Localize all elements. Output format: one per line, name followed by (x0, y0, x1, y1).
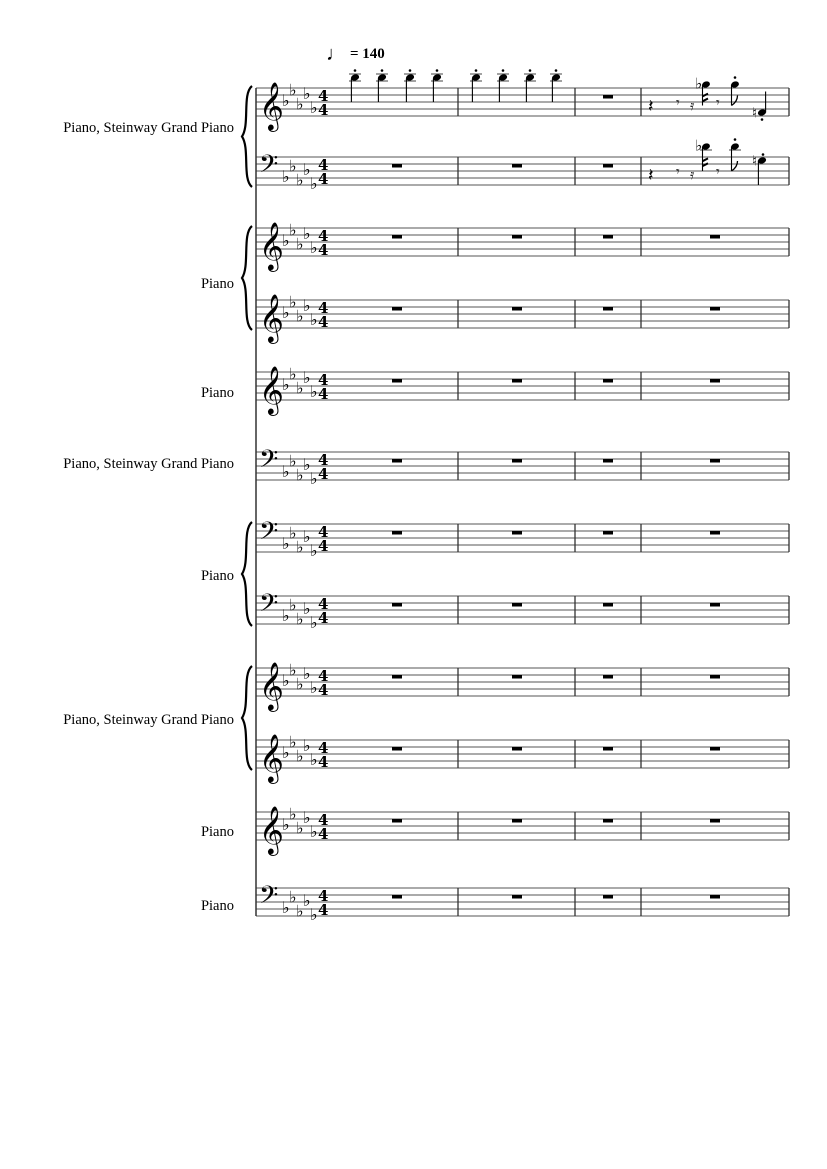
flat-icon: ♭ (310, 98, 318, 117)
flat-icon: ♭ (289, 292, 297, 312)
flat-icon: ♭ (289, 523, 297, 543)
flat-icon: ♭ (303, 84, 311, 103)
staccato-dot (502, 69, 505, 72)
whole-rest (603, 819, 613, 823)
flat-icon: ♭ (282, 231, 290, 250)
flat-icon: ♭ (303, 455, 311, 474)
whole-rest (710, 819, 720, 823)
whole-rest (603, 459, 613, 463)
flat-icon: ♭ (303, 224, 311, 243)
bass-clef-icon: 𝄢 (259, 150, 279, 185)
staccato-dot (354, 69, 357, 72)
time-signature-denominator: 4 (318, 385, 329, 403)
beam-flag (703, 94, 709, 97)
flat-icon: ♭ (296, 94, 304, 114)
flat-icon: ♭ (296, 746, 304, 766)
flat-icon: ♭ (303, 736, 311, 755)
whole-rest (710, 531, 720, 535)
whole-rest (392, 603, 402, 607)
staccato-dot (555, 69, 558, 72)
sixteenth-rest-icon: 𝄿 (690, 167, 695, 183)
beam-flag (703, 158, 709, 161)
eighth-rest-icon: 𝄾 (716, 164, 720, 180)
flat-icon: ♭ (310, 174, 318, 193)
eighth-rest-icon: 𝄾 (676, 95, 680, 111)
beam-flag (703, 99, 709, 102)
whole-rest (512, 531, 522, 535)
whole-rest (710, 895, 720, 899)
instrument-label: Piano (200, 824, 234, 840)
flat-icon: ♭ (289, 804, 297, 824)
flat-icon: ♭ (296, 170, 304, 190)
time-signature-numerator: 4 (318, 887, 329, 905)
instrument-label: Piano, Steinway Grand Piano (63, 120, 234, 136)
flat-icon: ♭ (310, 750, 318, 769)
whole-rest (710, 459, 720, 463)
flat-icon: ♭ (282, 815, 290, 834)
time-signature-denominator: 4 (318, 313, 329, 331)
whole-rest (603, 675, 613, 679)
staccato-dot (409, 69, 412, 72)
whole-rest (603, 603, 613, 607)
flat-icon: ♭ (289, 156, 297, 176)
staccato-dot (475, 69, 478, 72)
treble-clef-icon: 𝄞 (259, 293, 284, 342)
treble-clef-icon: 𝄞 (259, 805, 284, 854)
tempo-text: = 140 (350, 45, 385, 62)
treble-clef-icon: 𝄞 (259, 661, 284, 710)
flat-icon: ♭ (296, 465, 304, 485)
whole-rest (512, 459, 522, 463)
whole-rest (710, 603, 720, 607)
bass-clef-icon: 𝄢 (259, 445, 279, 480)
flat-icon: ♭ (289, 220, 297, 240)
time-signature-denominator: 4 (318, 753, 329, 771)
treble-clef-icon: 𝄞 (259, 81, 284, 130)
time-signature-numerator: 4 (318, 595, 329, 613)
time-signature-numerator: 4 (318, 87, 329, 105)
whole-rest (603, 307, 613, 311)
time-signature-denominator: 4 (318, 465, 329, 483)
treble-clef-icon: 𝄞 (259, 733, 284, 782)
flat-icon: ♭ (310, 469, 318, 488)
flat-icon: ♭ (282, 462, 290, 481)
flat-icon: ♭ (310, 822, 318, 841)
brace (242, 666, 252, 770)
time-signature-denominator: 4 (318, 537, 329, 555)
whole-rest (603, 379, 613, 383)
flat-icon: ♭ (289, 364, 297, 384)
flat-icon: ♭ (303, 160, 311, 179)
time-signature-denominator: 4 (318, 101, 329, 119)
whole-rest (392, 531, 402, 535)
whole-rest (603, 164, 613, 168)
flat-icon: ♭ (695, 74, 703, 93)
brace (242, 522, 252, 626)
whole-rest (710, 747, 720, 751)
flat-icon: ♭ (296, 234, 304, 254)
flat-icon: ♭ (303, 891, 311, 910)
instrument-label: Piano (200, 385, 234, 401)
bass-clef-icon: 𝄢 (259, 517, 279, 552)
flat-icon: ♭ (296, 674, 304, 694)
time-signature-numerator: 4 (318, 227, 329, 245)
whole-rest (392, 307, 402, 311)
quarter-rest-icon: 𝄽 (648, 96, 654, 117)
bass-clef-icon: 𝄢 (259, 881, 279, 916)
whole-rest (512, 379, 522, 383)
flat-icon: ♭ (289, 451, 297, 471)
time-signature-numerator: 4 (318, 667, 329, 685)
instrument-label: Piano (200, 276, 234, 292)
staccato-dot (761, 118, 764, 121)
whole-rest (392, 819, 402, 823)
flat-icon: ♭ (282, 898, 290, 917)
eighth-flag (732, 96, 738, 106)
natural-icon: ♮ (752, 105, 758, 122)
time-signature-denominator: 4 (318, 170, 329, 188)
flat-icon: ♭ (289, 887, 297, 907)
flat-icon: ♭ (296, 609, 304, 629)
staccato-dot (734, 76, 737, 79)
staccato-dot (529, 69, 532, 72)
whole-rest (710, 307, 720, 311)
quarter-rest-icon: 𝄽 (648, 165, 654, 186)
brace (242, 86, 252, 187)
time-signature-numerator: 4 (318, 451, 329, 469)
flat-icon: ♭ (310, 238, 318, 257)
flat-icon: ♭ (289, 80, 297, 100)
instrument-label: Piano (200, 898, 234, 914)
time-signature-denominator: 4 (318, 609, 329, 627)
whole-rest (512, 307, 522, 311)
whole-rest (392, 379, 402, 383)
eighth-rest-icon: 𝄾 (716, 95, 720, 111)
flat-icon: ♭ (310, 310, 318, 329)
staccato-dot (734, 138, 737, 141)
flat-icon: ♭ (303, 808, 311, 827)
whole-rest (512, 895, 522, 899)
flat-icon: ♭ (310, 613, 318, 632)
whole-rest (603, 747, 613, 751)
time-signature-numerator: 4 (318, 156, 329, 174)
instrument-label: Piano, Steinway Grand Piano (63, 456, 234, 472)
whole-rest (710, 379, 720, 383)
treble-clef-icon: 𝄞 (259, 365, 284, 414)
flat-icon: ♭ (282, 91, 290, 110)
instrument-label: Piano (200, 568, 234, 584)
whole-rest (512, 603, 522, 607)
flat-icon: ♭ (282, 534, 290, 553)
flat-icon: ♭ (303, 527, 311, 546)
whole-rest (512, 235, 522, 239)
brace (242, 226, 252, 330)
time-signature-numerator: 4 (318, 371, 329, 389)
whole-rest (603, 95, 613, 99)
flat-icon: ♭ (289, 732, 297, 752)
flat-icon: ♭ (282, 671, 290, 690)
time-signature-denominator: 4 (318, 901, 329, 919)
time-signature-denominator: 4 (318, 825, 329, 843)
flat-icon: ♭ (303, 296, 311, 315)
whole-rest (512, 675, 522, 679)
time-signature-denominator: 4 (318, 241, 329, 259)
whole-rest (603, 235, 613, 239)
flat-icon: ♭ (303, 664, 311, 683)
flat-icon: ♭ (296, 818, 304, 838)
flat-icon: ♭ (310, 541, 318, 560)
flat-icon: ♭ (282, 375, 290, 394)
flat-icon: ♭ (695, 136, 703, 155)
time-signature-denominator: 4 (318, 681, 329, 699)
whole-rest (392, 459, 402, 463)
whole-rest (392, 895, 402, 899)
flat-icon: ♭ (289, 660, 297, 680)
whole-rest (512, 164, 522, 168)
whole-rest (512, 747, 522, 751)
whole-rest (710, 675, 720, 679)
staccato-dot (762, 153, 765, 156)
flat-icon: ♭ (282, 167, 290, 186)
whole-rest (603, 531, 613, 535)
whole-rest (392, 675, 402, 679)
whole-rest (392, 235, 402, 239)
bass-clef-icon: 𝄢 (259, 589, 279, 624)
flat-icon: ♭ (282, 606, 290, 625)
time-signature-numerator: 4 (318, 523, 329, 541)
whole-rest (392, 164, 402, 168)
time-signature-numerator: 4 (318, 739, 329, 757)
whole-rest (603, 895, 613, 899)
flat-icon: ♭ (310, 678, 318, 697)
treble-clef-icon: 𝄞 (259, 221, 284, 270)
whole-rest (512, 819, 522, 823)
flat-icon: ♭ (310, 382, 318, 401)
flat-icon: ♭ (296, 537, 304, 557)
staccato-dot (436, 69, 439, 72)
flat-icon: ♭ (303, 599, 311, 618)
flat-icon: ♭ (303, 368, 311, 387)
instrument-label: Piano, Steinway Grand Piano (63, 712, 234, 728)
natural-icon: ♮ (752, 153, 758, 170)
flat-icon: ♭ (282, 303, 290, 322)
whole-rest (710, 235, 720, 239)
flat-icon: ♭ (289, 595, 297, 615)
flat-icon: ♭ (296, 901, 304, 921)
eighth-rest-icon: 𝄾 (676, 164, 680, 180)
eighth-flag (732, 161, 738, 171)
sixteenth-rest-icon: 𝄿 (690, 98, 695, 114)
flat-icon: ♭ (296, 378, 304, 398)
flat-icon: ♭ (296, 306, 304, 326)
flat-icon: ♭ (282, 743, 290, 762)
quarter-note-icon: ♩ (326, 43, 346, 65)
time-signature-numerator: 4 (318, 299, 329, 317)
staccato-dot (381, 69, 384, 72)
whole-rest (392, 747, 402, 751)
flat-icon: ♭ (310, 905, 318, 924)
time-signature-numerator: 4 (318, 811, 329, 829)
